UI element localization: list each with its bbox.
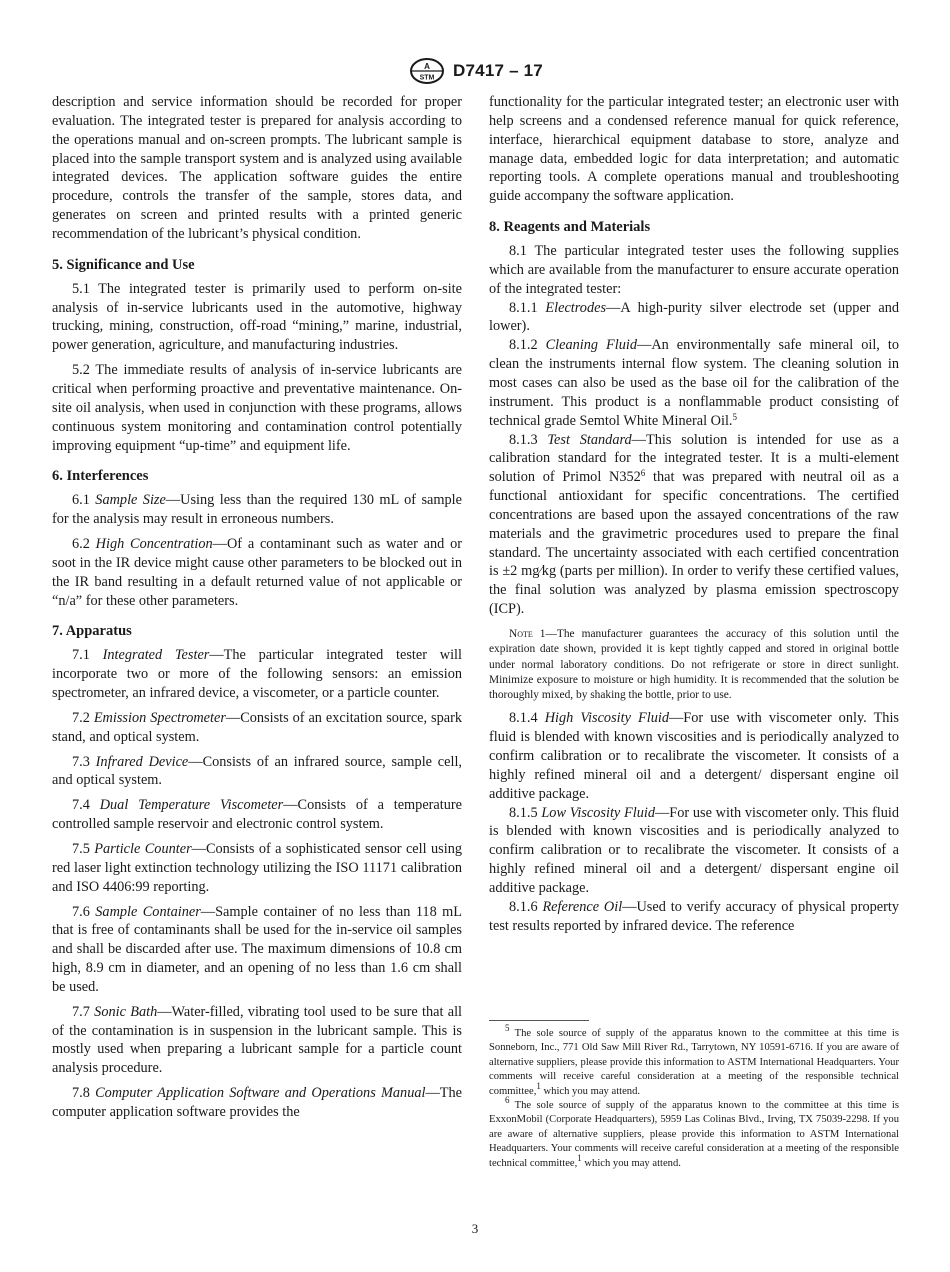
paragraph-8-1-6: 8.1.6 Reference Oil—Used to verify accuracy of physical property test results reported by infrared device. The reference (489, 898, 899, 934)
paragraph: functionality for the particular integrated tester; an electronic user with help screens and a condensed reference manual for quick reference, interface, hierarchical equipment database to store, analyze and manage data, embedded logic for data interpretation; and automatic reporting tools. A complete operations manual and troubleshooting guide accompany the software application. (489, 94, 899, 205)
paragraph-8-1-3: 8.1.3 Test Standard—This solution is intended for use as a calibration standard for the integrated tester. It is a multi-element solution of Primol $N352^6$ that was prepared with neutral oil as a functional antioxidant for specific concentrations. The certified concentrations are based upon the assayed concentrations of the raw materials and the gravimetric procedures used to prepare the final standard. The uncertainty associated with each certified concentration is ±2 mg⁄kg (parts per million). In order to verify these certified values, the final solution was analyzed by plasma emission spectroscopy (ICP). (489, 431, 899, 618)
paragraph-7-7: 7.7 Sonic Bath—Water-filled, vibrating tool used to be sure that all of the contamination is in suspension in the lubricant sample. This is mostly used when preparing a lubricant sample for a particle count analysis procedure. (52, 1003, 463, 1077)
note-1: Note 1—The manufacturer guarantees the accuracy of this solution until the expiration date shown, provided it is kept tightly capped and stored in original bottle under normal laboratory conditions. Do not refrigerate or store in direct sunlight. Minimize exposure to moisture or high humidity. It is recommended that the solution be thoroughly mixed, by shaking the bottle, prior to use. (489, 627, 899, 702)
section-heading-5: 5. Significance and Use (52, 256, 195, 273)
svg-text:STM: STM (419, 74, 435, 82)
paragraph-7-5: 7.5 Particle Counter—Consists of a sophisticated sensor cell using red laser light extinction technology utilizing the ISO 11171 calibration and ISO 4406:99 reporting. (52, 841, 462, 895)
paragraph-8-1-2: 8.1.2 Cleaning Fluid—An environmentally safe mineral oil, to clean the instruments internal flow system. The cleaning solution in most cases can also be used as the base oil for the calibration of the instrument. This product is a nonflammable product consisting of technical grade Semtol White Mineral Oil.$^5$ (489, 337, 899, 429)
footnote-ref-5: 5 (732, 411, 738, 422)
section-heading-8: 8. Reagents and Materials (489, 219, 651, 236)
left-column (52, 93, 462, 1122)
paragraph: description and service information should be recorded for proper evaluation. The integrated tester is prepared for analysis according to the operations manual and on-screen prompts. The lubricant sample is placed into the sample transport system and is analyzed using available integrated devices. The application software guides the entire procedure, controls the transfer of the sample, stores data, and generates on screen and printed results with a printed generic recommendation of the lubricant’s physical condition. (52, 94, 462, 242)
footnote-6: $^6$ The sole source of supply of the apparatus known to the committee at this time is ExxonMobil (Corporate Headquarters), 5959 Las Colinas Blvd., Irving, TX 75039-2298. If you are aware of alternative suppliers, please provide this information to ASTM International Headquarters. Your comments will receive careful consideration at a meeting of the responsible technical committee,$^1$ which you may attend. (489, 1095, 899, 1169)
paragraph-7-6: 7.6 Sample Container—Sample container of no less than 118 mL that is free of contaminants shall be used for the in-service oil samples and shall be discarded after use. The maximum dimensions of 10.8 cm high, 8.9 cm in diameter, and an opening of no less than 1.6 cm shall be used. (52, 903, 462, 995)
paragraph-8-1: 8.1 The particular integrated tester uses the following supplies which are available from the manufacturer to ensure accurate operation of the integrated tester: (489, 243, 899, 297)
footnote-5: $^5$ The sole source of supply of the apparatus known to the committee at this time is Sonneborn, Inc., 771 Old Saw Mill River Rd., Tarrytown, NY 10591-6716. If you are aware of alternative suppliers, please provide this information to ASTM International Headquarters. Your comments will receive careful consideration at a meeting of the responsible technical committee,$^1$ which you may attend. (489, 1023, 899, 1097)
section-heading-7: 7. Apparatus (52, 623, 132, 640)
footnote-divider (489, 1020, 589, 1021)
page-number: 3 (471, 1221, 479, 1236)
right-column (489, 93, 899, 936)
section-heading-6: 6. Interferences (52, 468, 149, 485)
paragraph-8-1-5: 8.1.5 Low Viscosity Fluid—For use with viscometer only. This fluid is blended with known viscosities and is periodically analyzed to confirm calibration or to recalibrate the viscometer. It consists of a highly refined mineral oil and a detergent/ dispersant engine oil additive package. (489, 804, 899, 897)
paragraph-7-3: 7.3 Infrared Device—Consists of an infrared source, sample cell, and optical system. (52, 753, 463, 789)
paragraph-5-1: 5.1 The integrated tester is primarily used to perform on-site analysis of in-service lubricants used in the automotive, highway trucking, mining, construction, off-road “mining,” marine, industrial, power generation, agriculture, and manufacturing industries. (52, 280, 462, 354)
paragraph-6-2: 6.2 High Concentration—Of a contaminant such as water and or soot in the IR device might cause other parameters to be blocked out in the IR band resulting in a default returned value of not applicable or “n/a” for these other parameters. (52, 536, 462, 609)
astm-logo-icon (407, 56, 447, 86)
paragraph-7-2: 7.2 Emission Spectrometer—Consists of an excitation source, spark stand, and optical system. (52, 709, 463, 745)
paragraph-8-1-1: 8.1.1 Electrodes—A high-purity silver electrode set (upper and lower). (489, 299, 900, 335)
paragraph-6-1: 6.1 Sample Size—Using less than the required 130 mL of sample for the analysis may result in erroneous numbers. (52, 492, 462, 528)
svg-text:A: A (424, 62, 430, 71)
footnote-ref-6: 6 (640, 468, 646, 479)
paragraph-7-8: 7.8 Computer Application Software and Operations Manual—The computer application software provides the (52, 1085, 462, 1120)
page-header (0, 56, 950, 86)
paragraph-5-2: 5.2 The immediate results of analysis of in-service lubricants are critical when performing proactive and preventative maintenance. On-site oil analysis, when used in conjunction with these programs, allows continuous system monitoring and contamination control potentially improving equipment “up-time” and equipment life. (52, 362, 462, 454)
paragraph-7-4: 7.4 Dual Temperature Viscometer—Consists of a temperature controlled sample reservoir and electronic control system. (52, 797, 463, 833)
document-id: D7417 – 17 (453, 61, 543, 80)
paragraph-8-1-4: 8.1.4 High Viscosity Fluid—For use with viscometer only. This fluid is blended with known viscosities and is periodically analyzed to confirm calibration or to recalibrate the viscometer. It consists of a highly refined mineral oil and a detergent/ dispersant engine oil additive package. (489, 710, 899, 802)
footnotes (489, 1020, 899, 1171)
paragraph-7-1: 7.1 Integrated Tester—The particular integrated tester will incorporate two or more of the following sensors: an emission spectrometer, an infrared device, a viscometer, or a particle counter. (52, 647, 462, 702)
